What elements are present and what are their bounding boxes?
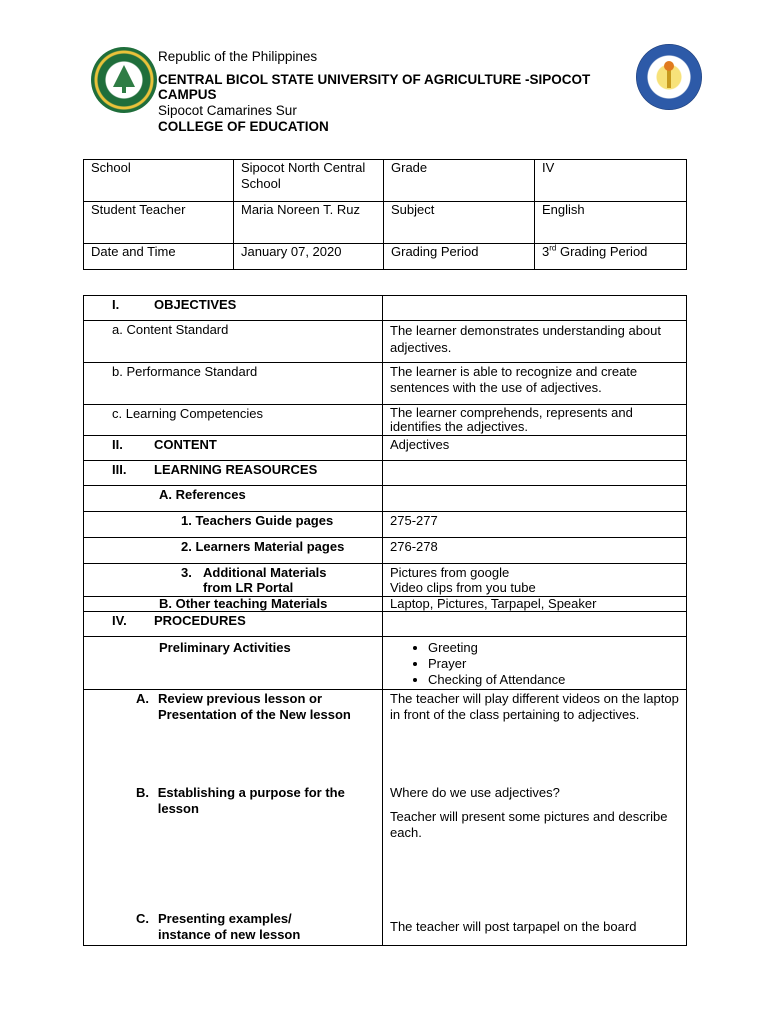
objectives-heading: I. OBJECTIVES: [84, 296, 383, 321]
performance-standard-label: b. Performance Standard: [84, 363, 383, 405]
list-item: • Greeting: [428, 640, 679, 656]
date-time-label: Date and Time: [84, 244, 234, 270]
preliminary-activities-list: [383, 637, 687, 690]
learners-material-label: 2. Learners Material pages: [84, 538, 383, 564]
performance-standard-value: The learner is able to recognize and create sentences with the use of adjectives.: [383, 363, 687, 405]
subject-value: English: [535, 202, 687, 244]
table-row: [84, 461, 687, 486]
republic-line: Republic of the Philippines: [158, 49, 318, 64]
list-item: • Checking of Attendance: [428, 672, 679, 688]
school-value: Sipocot North Central School: [234, 160, 384, 202]
table-row: [84, 202, 687, 244]
date-time-value: January 07, 2020: [234, 244, 384, 270]
preliminary-activities-label: Preliminary Activities: [84, 637, 383, 690]
student-teacher-label: Student Teacher: [84, 202, 234, 244]
table-row: [84, 160, 687, 202]
content-standard-value: The learner demonstrates understanding about adjectives.: [383, 321, 687, 363]
establishing-purpose-label: B. Establishing a purpose for the lesson: [84, 784, 383, 910]
additional-materials-value: Pictures from google Video clips from you tube: [383, 564, 687, 597]
learning-competencies-value: The learner comprehends, represents and identifies the adjectives.: [383, 405, 687, 436]
additional-materials-label: 3. Additional Materials from LR Portal: [84, 564, 383, 597]
university-name-line1: CENTRAL BICOL STATE UNIVERSITY OF AGRICULTURE -SIPOCOT: [158, 72, 591, 87]
review-lesson-label: A. Review previous lesson or Presentation of the New lesson: [84, 690, 383, 784]
teachers-guide-value: 275-277: [383, 512, 687, 538]
table-row: [84, 244, 687, 270]
lesson-info-table: [83, 159, 687, 270]
table-row: [84, 597, 687, 612]
university-seal-logo: [91, 47, 157, 113]
grade-value: IV: [535, 160, 687, 202]
table-row: [84, 564, 687, 597]
college-name: COLLEGE OF EDUCATION: [158, 119, 329, 134]
table-row: [84, 637, 687, 690]
table-row: [84, 910, 687, 946]
references-heading: A. References: [84, 486, 383, 512]
table-row: [84, 296, 687, 321]
table-row: [84, 405, 687, 436]
other-materials-value: Laptop, Pictures, Tarpapel, Speaker: [383, 597, 687, 612]
table-row: [84, 486, 687, 512]
list-item: • Prayer: [428, 656, 679, 672]
table-row: [84, 784, 687, 910]
table-row: [84, 512, 687, 538]
lesson-plan-table: [83, 295, 687, 946]
establishing-purpose-value: Where do we use adjectives? Teacher will present some pictures and describe each.: [383, 784, 687, 910]
subject-label: Subject: [384, 202, 535, 244]
presenting-examples-label: C. Presenting examples/ instance of new lesson: [84, 910, 383, 946]
review-lesson-value: The teacher will play different videos on the laptop in front of the class pertaining to adjectives.: [383, 690, 687, 784]
campus-address: Sipocot Camarines Sur: [158, 103, 297, 118]
table-row: [84, 321, 687, 363]
table-row: [84, 538, 687, 564]
grading-period-label: Grading Period: [384, 244, 535, 270]
table-row: [84, 363, 687, 405]
grade-label: Grade: [384, 160, 535, 202]
content-heading: II. CONTENT: [84, 436, 383, 461]
table-row: [84, 436, 687, 461]
content-value: Adjectives: [383, 436, 687, 461]
student-teacher-value: Maria Noreen T. Ruz: [234, 202, 384, 244]
learning-resources-heading: III. LEARNING REASOURCES: [84, 461, 383, 486]
table-row: [84, 612, 687, 637]
grading-period-value: 3rd Grading Period: [535, 244, 687, 270]
procedures-heading: IV. PROCEDURES: [84, 612, 383, 637]
other-materials-label: B. Other teaching Materials: [84, 597, 383, 612]
learning-competencies-label: c. Learning Competencies: [84, 405, 383, 436]
table-row: [84, 690, 687, 784]
teachers-guide-label: 1. Teachers Guide pages: [84, 512, 383, 538]
presenting-examples-value: The teacher will post tarpapel on the board: [383, 910, 687, 946]
content-standard-label: a. Content Standard: [84, 321, 383, 363]
school-label: School: [84, 160, 234, 202]
university-name-line2: CAMPUS: [158, 87, 217, 102]
college-of-education-seal-logo: [636, 44, 702, 110]
learners-material-value: 276-278: [383, 538, 687, 564]
